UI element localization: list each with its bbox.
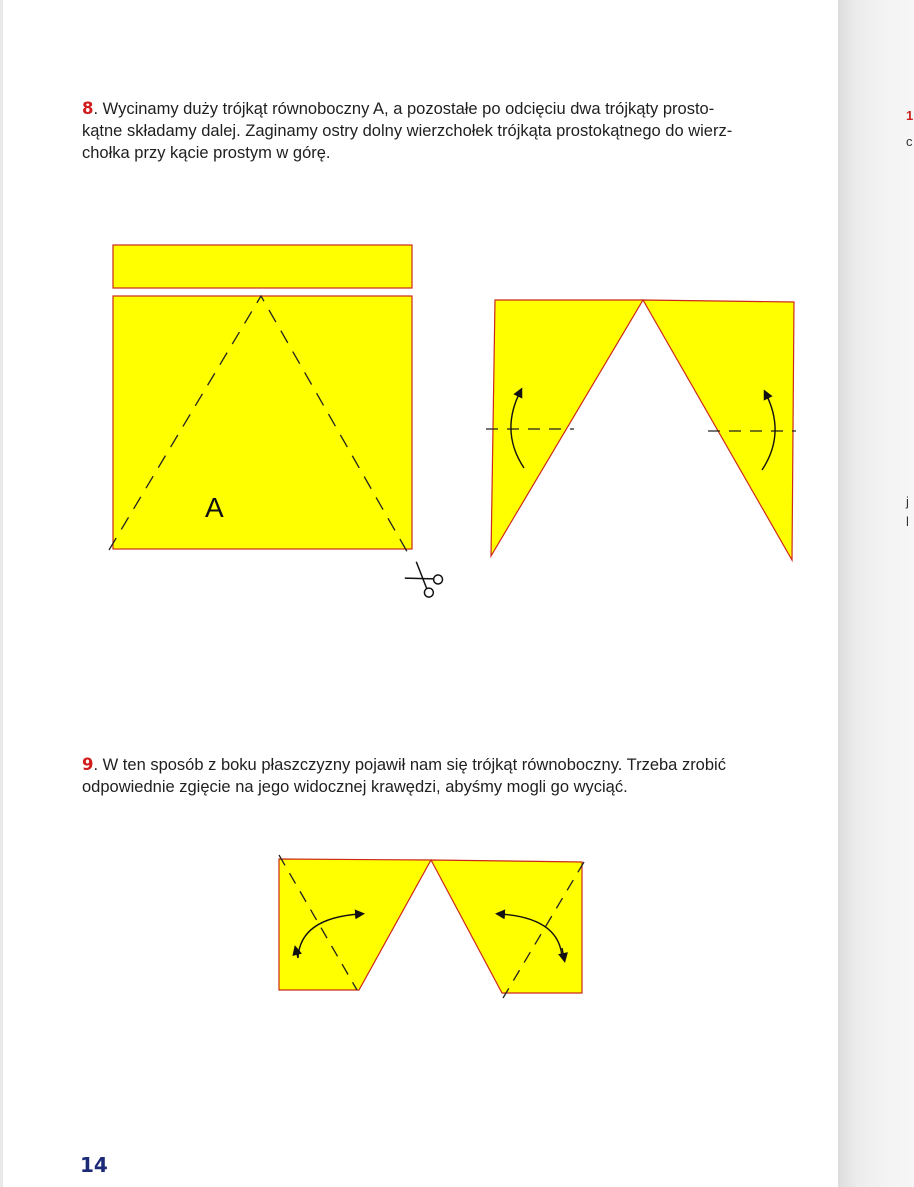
step-8-text: . Wycinamy duży trójkąt równoboczny A, a pozostałe po odcięciu dwa trójkąty prosto- kątne składamy dalej. Zaginamy ostry dolny wierzchołek trójkąta prostokątnego do wierz- chołka przy kącie prostym w górę. xyxy=(82,100,733,162)
edge-fragment: c xyxy=(906,134,913,149)
step-8-square-figure xyxy=(109,245,444,599)
step-8-triangles-figure xyxy=(486,300,796,560)
left-trapezoid xyxy=(279,859,431,990)
scissors-icon xyxy=(403,560,444,599)
right-right-triangle xyxy=(643,300,794,560)
step-8-number: 8 xyxy=(82,99,94,118)
step-9-number: 9 xyxy=(82,755,94,774)
paper-square xyxy=(113,296,412,549)
cut-off-strip xyxy=(113,245,412,288)
page-number: 14 xyxy=(80,1153,108,1177)
step-9-figure xyxy=(279,855,584,998)
edge-fragment: j xyxy=(906,494,909,509)
step-9-text: . W ten sposób z boku płaszczyzny pojawił nam się trójkąt równoboczny. Trzeba zrobić odpowiednie zgięcie na jego widocznej krawędzi, abyśmy mogli go wyciąć. xyxy=(82,756,726,796)
edge-fragment: l xyxy=(906,514,909,529)
triangle-label-a: A xyxy=(205,492,224,523)
edge-fragment: 1 xyxy=(906,108,914,123)
left-right-triangle xyxy=(491,300,643,556)
right-trapezoid xyxy=(431,860,582,993)
